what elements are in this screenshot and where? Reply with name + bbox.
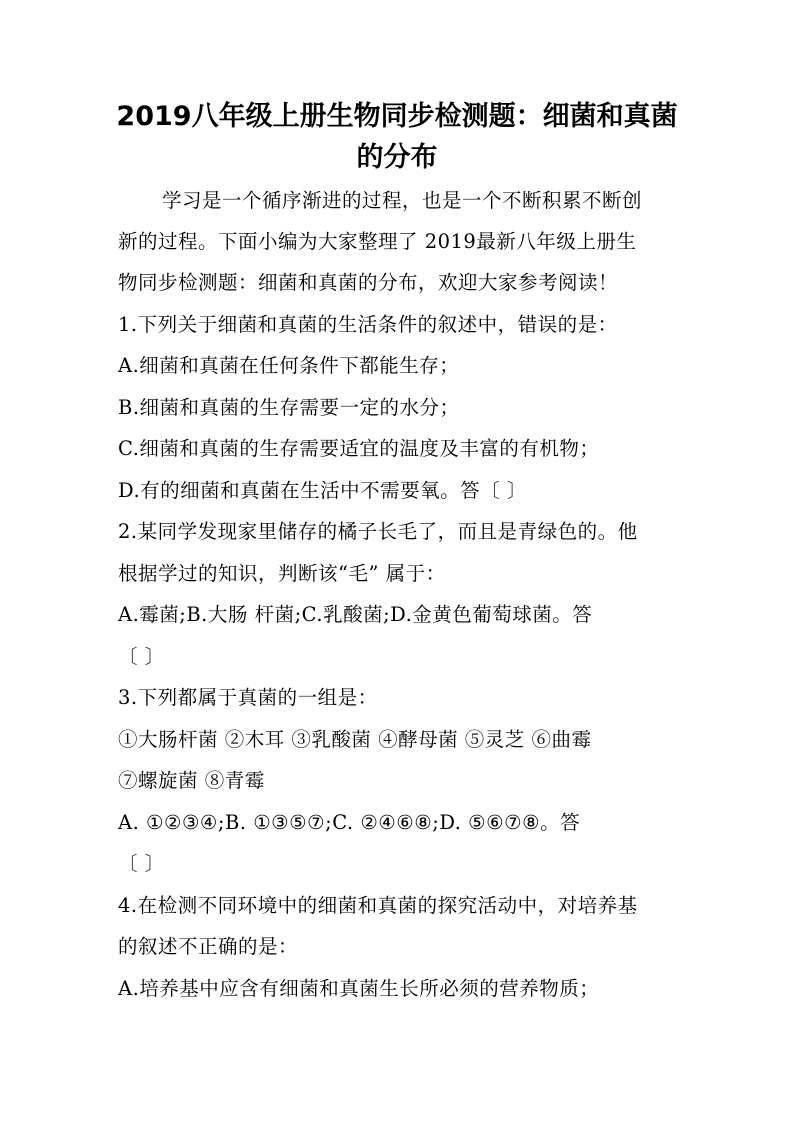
question-1-option-c: C.细菌和真菌的生存需要适宜的温度及丰富的有机物； xyxy=(118,437,600,460)
question-3-answer-bracket: 〔 〕 xyxy=(118,852,165,875)
intro-line-1: 学习是一个循序渐进的过程，也是一个不断积累不断创 xyxy=(162,189,643,212)
question-3-options: A. ①②③④;B. ①③⑤⑦;C. ②④⑥⑧;D. ⑤⑥⑦⑧。答 xyxy=(118,811,581,834)
intro-line-2: 新的过程。下面小编为大家整理了 2019最新八年级上册生 xyxy=(118,230,637,253)
question-4-stem-line-1: 4.在检测不同环境中的细菌和真菌的探究活动中，对培养基 xyxy=(118,894,638,917)
document-title-line-1: 2019八年级上册生物同步检测题：细菌和真菌 xyxy=(116,101,678,132)
question-2-stem-line-2: 根据学过的知识，判断该“毛” 属于： xyxy=(118,562,446,585)
question-4-stem-line-2: 的叙述不正确的是： xyxy=(118,935,299,958)
question-2-answer-bracket: 〔 〕 xyxy=(118,645,165,668)
question-1-option-a: A.细菌和真菌在任何条件下都能生存； xyxy=(118,354,460,377)
question-2-options: A.霉菌;B.大肠 杆菌;C.乳酸菌;D.金黄色葡萄球菌。答 xyxy=(118,603,593,626)
question-2-stem-line-1: 2.某同学发现家里储存的橘子长毛了，而且是青绿色的。他 xyxy=(118,520,638,543)
intro-line-3: 物同步检测题：细菌和真菌的分布，欢迎大家参考阅读！ xyxy=(118,271,619,294)
question-1-option-b: B.细菌和真菌的生存需要一定的水分； xyxy=(118,396,460,419)
question-1-stem: 1.下列关于细菌和真菌的生活条件的叙述中，错误的是： xyxy=(118,313,618,336)
question-3-items-line-1: ①大肠杆菌 ②木耳 ③乳酸菌 ④酵母菌 ⑤灵芝 ⑥曲霉 xyxy=(118,728,592,751)
question-4-option-a: A.培养基中应含有细菌和真菌生长所必须的营养物质； xyxy=(118,977,600,1000)
question-3-items-line-2: ⑦螺旋菌 ⑧青霉 xyxy=(118,769,265,792)
question-1-option-d: D.有的细菌和真菌在生活中不需要氧。答〔 〕 xyxy=(118,479,527,502)
document-title-line-2: 的分布 xyxy=(356,142,438,173)
question-3-stem: 3.下列都属于真菌的一组是： xyxy=(118,686,378,709)
